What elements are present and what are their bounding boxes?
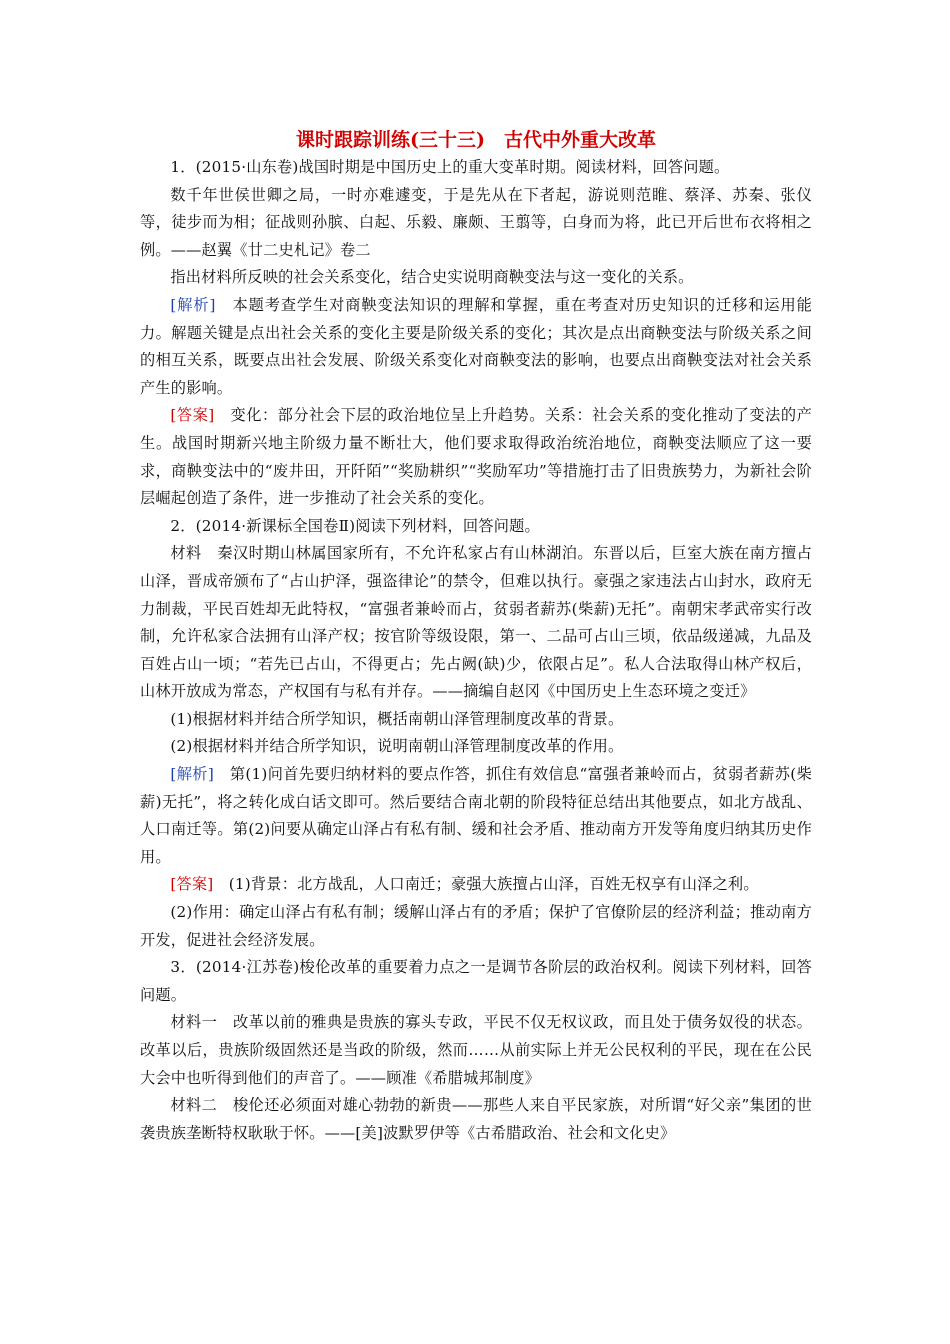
q2-sub1: (1)根据材料并结合所学知识，概括南朝山泽管理制度改革的背景。 [170,709,624,728]
q3-stem: 3．(2014·江苏卷)梭伦改革的重要着力点之一是调节各阶层的政治权利。阅读下列材料，回答问题。 [140,958,812,1004]
q1-material: 数千年世侯世卿之局，一时亦难遽变，于是先从在下者起，游说则范睢、蔡泽、苏秦、张仪等，徒步而为相；征战则孙膑、白起、乐毅、廉颇、王翦等，白身而为将，此已开后世布衣将相之例。——赵翼《廿二史札记》卷二 [140,185,812,259]
q2-material: 材料 秦汉时期山林属国家所有，不允许私家占有山林湖泊。东晋以后，巨室大族在南方擅占山泽，晋成帝颁布了“占山护泽，强盗律论”的禁令，但难以执行。豪强之家违法占山封水，政府无力制裁，平民百姓却无此特权，“富强者兼岭而占，贫弱者薪苏(柴薪)无托”。南朝宋孝武帝实行改制，允许私家合法拥有山泽产权；按官阶等级设限，第一、二品可占山三顷，依品级递减，九品及百姓占山一顷；“若先已占山，不得更占；先占阙(缺)少，依限占足”。私人合法取得山林产权后，山林开放成为常态，产权国有与私有并存。——摘编自赵冈《中国历史上生态环境之变迁》 [140,544,812,701]
q3-material1: 材料一 改革以前的雅典是贵族的寡头专政，平民不仅无权议政，而且处于债务奴役的状态。改革以后，贵族阶级固然还是当政的阶级，然而……从前实际上并无公民权利的平民，现在在公民大会中也听得到他们的声音了。——顾准《希腊城邦制度》 [140,1013,812,1087]
q1-answer [140,402,812,512]
q1-stem: 1．(2015·山东卷)战国时期是中国历史上的重大变革时期。阅读材料，回答问题。 [170,158,730,176]
q1-analysis [140,292,812,402]
q2-stem: 2．(2014·新课标全国卷Ⅱ)阅读下列材料，回答问题。 [170,516,540,535]
page-title: 课时跟踪训练(三十三) 古代中外重大改革 [296,129,656,151]
answer-tag: [答案] [170,875,214,894]
q2-analysis [140,761,812,871]
q3-material2: 材料二 梭伦还必须面对雄心勃勃的新贵——那些人来自平民家族，对所谓“好父亲”集团的世袭贵族垄断特权耿耿于怀。——[美]波默罗伊等《古希腊政治、社会和文化史》 [140,1096,812,1142]
q2-answer1-text: (1)背景：北方战乱，人口南迁；豪强大族擅占山泽，百姓无权享有山泽之利。 [213,875,759,894]
q2-answer2: (2)作用：确定山泽占有私有制；缓解山泽占有的矛盾；保护了官僚阶层的经济利益；推动南方开发，促进社会经济发展。 [140,903,812,949]
q2-answer1 [140,871,812,899]
q1-answer-text: 变化：部分社会下层的政治地位呈上升趋势。关系：社会关系的变化推动了变法的产生。战国时期新兴地主阶级力量不断壮大，他们要求取得政治统治地位，商鞅变法顺应了这一要求，商鞅变法中的“废井田，开阡陌”“奖励耕织”“奖励军功”等措施打击了旧贵族势力，为新社会阶层崛起创造了条件，进一步推动了社会关系的变化。 [140,406,812,508]
analysis-tag: [解析] [170,765,215,784]
analysis-tag: [解析] [170,295,216,314]
answer-tag: [答案] [170,406,215,425]
q2-analysis-text: 第(1)问首先要归纳材料的要点作答，抓住有效信息“富强者兼岭而占，贫弱者薪苏(柴薪)无托”，将之转化成白话文即可。然后要结合南北朝的阶段特征总结出其他要点，如北方战乱、人口南迁等。第(2)问要从确定山泽占有私有制、缓和社会矛盾、推动南方开发等角度归纳其历史作用。 [140,765,813,866]
q2-sub2: (2)根据材料并结合所学知识，说明南朝山泽管理制度改革的作用。 [170,737,624,756]
document-page [140,128,812,1147]
q1-analysis-text: 本题考查学生对商鞅变法知识的理解和掌握，重在考查对历史知识的迁移和运用能力。解题关键是点出社会关系的变化主要是阶级关系的变化；其次是点出商鞅变法与阶级关系之间的相互关系，既要点出社会发展、阶级关系变化对商鞅变法的影响，也要点出商鞅变法对社会关系产生的影响。 [140,295,812,397]
q1-question: 指出材料所反映的社会关系变化，结合史实说明商鞅变法与这一变化的关系。 [170,268,694,287]
